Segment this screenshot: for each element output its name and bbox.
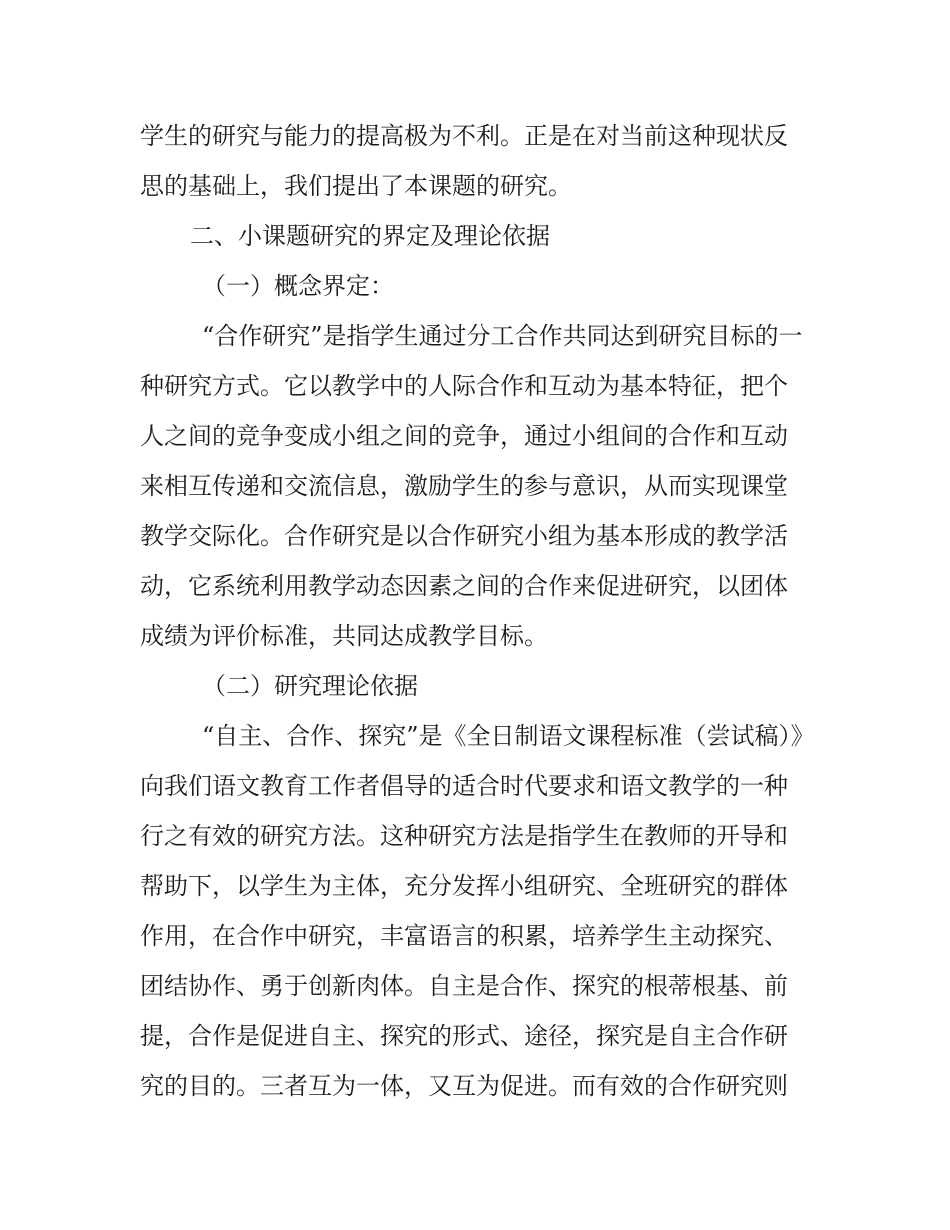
paragraph-line: 作用，在合作中研究，丰富语言的积累，培养学生主动探究、: [140, 922, 788, 950]
paragraph-line: 教学交际化。合作研究是以合作研究小组为基本形成的教学活: [140, 522, 788, 550]
subsection-heading: （二）研究理论依据: [202, 672, 418, 700]
paragraph-line: 动，它系统利用教学动态因素之间的合作来促进研究，以团体: [140, 572, 788, 600]
section-heading: 二、小课题研究的界定及理论依据: [190, 222, 550, 250]
paragraph-line: 团结协作、勇于创新肉体。自主是合作、探究的根蒂根基、前: [140, 972, 788, 1000]
paragraph-line: “合作研究”是指学生通过分工合作共同达到研究目标的一: [202, 322, 803, 350]
paragraph-line: 思的基础上，我们提出了本课题的研究。: [140, 172, 572, 200]
subsection-heading: （一）概念界定：: [202, 272, 394, 300]
paragraph-line: 来相互传递和交流信息，激励学生的参与意识，从而实现课堂: [140, 472, 788, 500]
paragraph-line: 提，合作是促进自主、探究的形式、途径，探究是自主合作研: [140, 1022, 788, 1050]
paragraph-line: 向我们语文教育工作者倡导的适合时代要求和语文教学的一种: [140, 772, 788, 800]
paragraph-line: 帮助下，以学生为主体，充分发挥小组研究、全班研究的群体: [140, 872, 788, 900]
paragraph-line: 学生的研究与能力的提高极为不利。正是在对当前这种现状反: [140, 122, 788, 150]
paragraph-line: 种研究方式。它以教学中的人际合作和互动为基本特征，把个: [140, 372, 788, 400]
paragraph-line: 究的目的。三者互为一体，又互为促进。而有效的合作研究则: [140, 1072, 788, 1100]
document-body: [140, 111, 840, 1111]
paragraph-line: 成绩为评价标准，共同达成教学目标。: [140, 622, 548, 650]
paragraph-line: 人之间的竞争变成小组之间的竞争，通过小组间的合作和互动: [140, 422, 788, 450]
paragraph-line: “自主、合作、探究”是《全日制语文课程标准（尝试稿）》: [202, 722, 815, 750]
paragraph-line: 行之有效的研究方法。这种研究方法是指学生在教师的开导和: [140, 822, 788, 850]
